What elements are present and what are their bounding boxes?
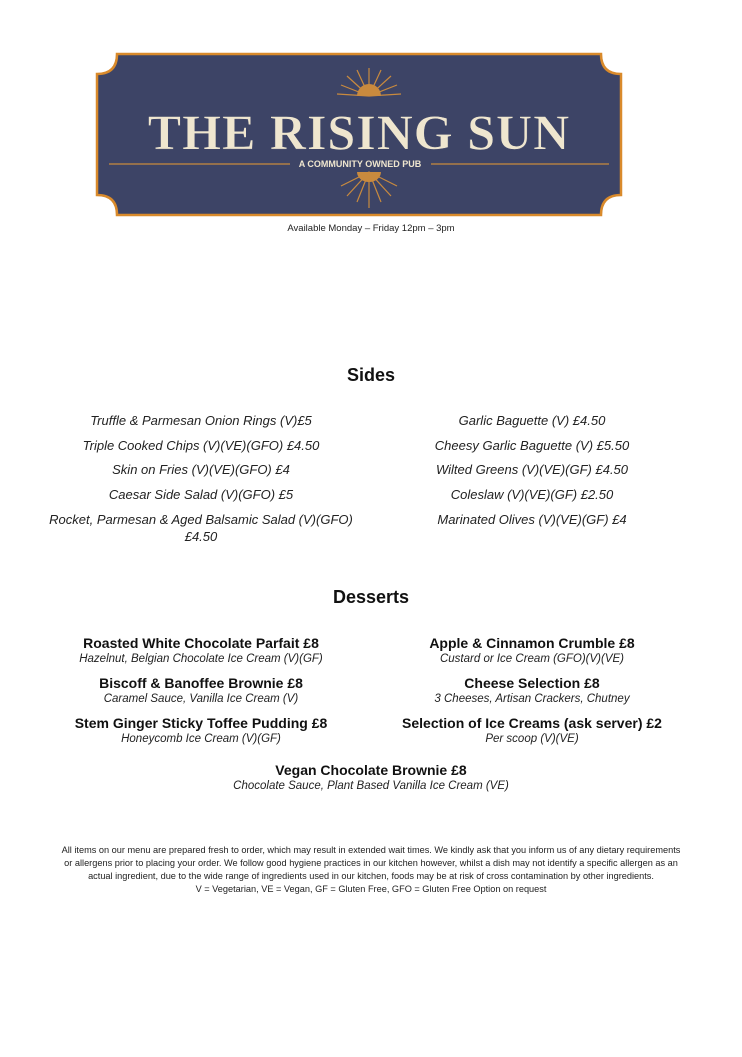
dessert-description: Chocolate Sauce, Plant Based Vanilla Ice Cream (VE)	[233, 780, 509, 792]
side-item: Marinated Olives (V)(VE)(GF) £4	[437, 511, 627, 527]
desserts-right-column	[382, 634, 682, 754]
dessert-description: Caramel Sauce, Vanilla Ice Cream (V)	[103, 693, 299, 705]
dietary-key: V = Vegetarian, VE = Vegan, GF = Gluten Free, GFO = Gluten Free Option on request	[195, 884, 547, 894]
dessert-description: Hazelnut, Belgian Chocolate Ice Cream (V)(GF)	[79, 653, 323, 665]
side-item: Skin on Fries (V)(VE)(GFO) £4	[112, 462, 290, 478]
dessert-item	[382, 634, 682, 667]
side-item: Caesar Side Salad (V)(GFO) £5	[108, 487, 294, 503]
dessert-name: Apple & Cinnamon Crumble £8	[429, 635, 635, 651]
sides-right-column	[382, 412, 682, 535]
side-item: Coleslaw (V)(VE)(GF) £2.50	[450, 487, 614, 503]
side-item: Truffle & Parmesan Onion Rings (V)£5	[90, 413, 312, 428]
dessert-description: Custard or Ice Cream (GFO)(V)(VE)	[439, 653, 625, 665]
pub-logo	[95, 52, 623, 217]
dessert-name: Cheese Selection £8	[464, 675, 600, 691]
side-item: Garlic Baguette (V) £4.50	[458, 413, 606, 428]
logo-subtitle: A COMMUNITY OWNED PUB	[298, 159, 422, 169]
desserts-heading: Desserts	[332, 587, 410, 607]
allergen-disclaimer	[30, 844, 712, 896]
dessert-item	[171, 761, 571, 794]
dessert-name: Roasted White Chocolate Parfait £8	[83, 635, 319, 651]
availability-note: Available Monday – Friday 12pm – 3pm	[287, 223, 455, 234]
desserts-left-column	[40, 634, 362, 754]
dessert-item	[40, 674, 362, 707]
dessert-name: Selection of Ice Creams (ask server) £2	[402, 715, 662, 731]
dessert-item	[382, 714, 682, 747]
dessert-item	[40, 714, 362, 747]
side-item: Triple Cooked Chips (V)(VE)(GFO) £4.50	[82, 437, 320, 453]
dessert-name: Vegan Chocolate Brownie £8	[275, 762, 467, 778]
dessert-description: Per scoop (V)(VE)	[485, 733, 579, 745]
dessert-description: 3 Cheeses, Artisan Crackers, Chutney	[434, 693, 630, 705]
dessert-name: Stem Ginger Sticky Toffee Pudding £8	[74, 715, 328, 731]
dessert-name: Biscoff & Banoffee Brownie £8	[99, 675, 303, 691]
side-item: Rocket, Parmesan & Aged Balsamic Salad (V)(GFO) £4.50	[49, 511, 353, 544]
disclaimer-line: or allergens prior to placing your order. We follow good hygiene practices in our kitchen however, whilst a dish may not identify a specific allergen as an	[64, 858, 678, 868]
logo-title: THE RISING SUN	[147, 104, 571, 160]
sides-left-column	[40, 412, 362, 552]
sides-heading: Sides	[346, 365, 396, 385]
dessert-item	[40, 634, 362, 667]
side-item: Wilted Greens (V)(VE)(GF) £4.50	[435, 462, 629, 478]
desserts-center-item	[171, 761, 571, 801]
dessert-description: Honeycomb Ice Cream (V)(GF)	[121, 733, 281, 745]
dessert-item	[382, 674, 682, 707]
disclaimer-line: actual ingredient, due to the wide range of ingredients used in our kitchen, foods may be at risk of cross contamination by other ingredients.	[88, 871, 654, 881]
side-item: Cheesy Garlic Baguette (V) £5.50	[434, 437, 630, 453]
disclaimer-line: All items on our menu are prepared fresh to order, which may result in extended wait times. We kindly ask that you inform us of any dietary requirements	[61, 845, 681, 855]
